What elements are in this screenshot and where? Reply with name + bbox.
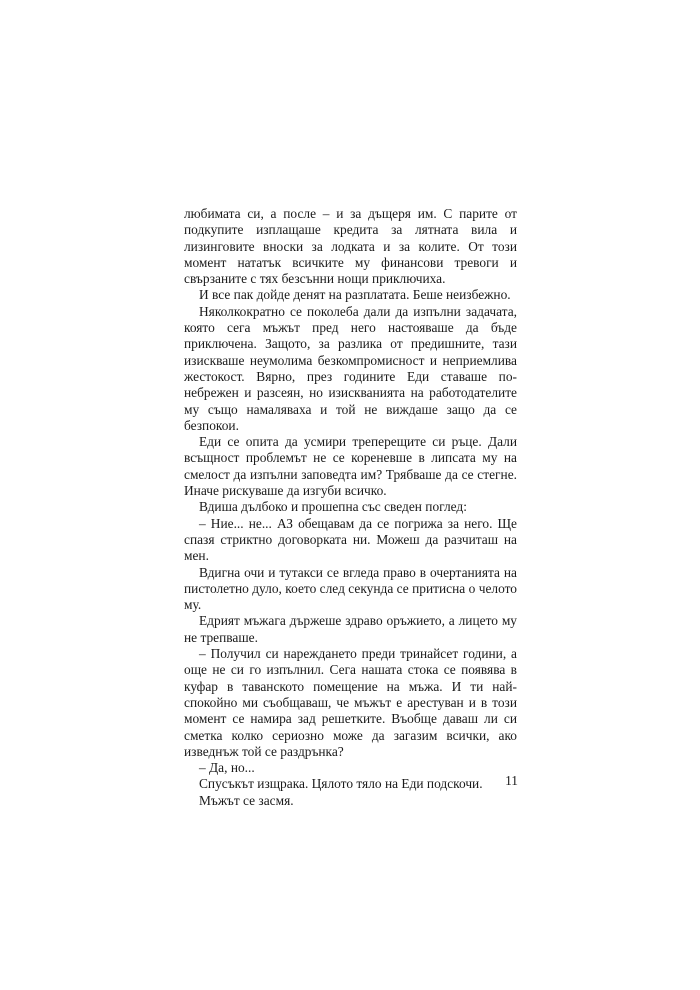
paragraph-3: Няколкократно се поколеба дали да изпълни задачата, която сега мъжът пред него настояваше да бъде приключена. Защото, за разлика от предишните, тази изискваше неумолима безкомпромисност и неприемлива жестокост. Вярно, през годините Еди ставаше по-небрежен и разсеян, но изискванията на работодателите му също намаляваха и той не виждаше защо да се безпокои.	[184, 303, 517, 433]
paragraph-9: – Получил си нареждането преди тринайсет години, а още не си го изпълнил. Сега нашата стока се появява в куфар в таванското помещение на мъжа. И ти най-спокойно ми съобщаваш, че мъжът е арестуван и в този момент се намира зад решетките. Въобще даваш ли си сметка колко сериозно може да загазим всички, ако изведнъж той се раздрънка?	[184, 646, 517, 759]
paragraph-8: Едрият мъжага държеше здраво оръжието, а лицето му не трепваше.	[184, 613, 517, 645]
paragraph-12: Мъжът се засмя.	[199, 792, 294, 808]
paragraph-2: И все пак дойде денят на разплатата. Беше неизбежно.	[199, 287, 511, 303]
paragraph-4: Еди се опита да усмири треперещите си ръце. Дали всъщност проблемът не се кореневше в липсата му на смелост да изпълни заповедта им? Трябваше да се стегне. Иначе рискуваше да изгуби всичко.	[184, 434, 517, 499]
paragraph-11: Спусъкът изщрака. Цялото тяло на Еди подскочи.	[199, 776, 483, 792]
paragraph-6: – Ние... не... АЗ обещавам да се погрижа за него. Ще спазя стриктно договорката ни. Можеш да разчиташ на мен.	[184, 515, 517, 564]
page-number: 11	[505, 773, 518, 788]
paragraph-1: любимата си, а после – и за дъщеря им. С парите от подкупите изплащаше кредита за лятната вила и лизинговите вноски за лодката и за колите. От този момент нататък всичките му финансови тревоги и свързаните с тях безсънни нощи приключиха.	[184, 206, 517, 287]
paragraph-7: Вдигна очи и тутакси се вгледа право в очертанията на пистолетно дуло, което след секунда се притисна о челото му.	[184, 564, 517, 613]
body-text	[184, 206, 517, 809]
paragraph-5: Вдиша дълбоко и прошепна със сведен поглед:	[199, 499, 467, 515]
paragraph-10: – Да, но...	[199, 760, 255, 776]
